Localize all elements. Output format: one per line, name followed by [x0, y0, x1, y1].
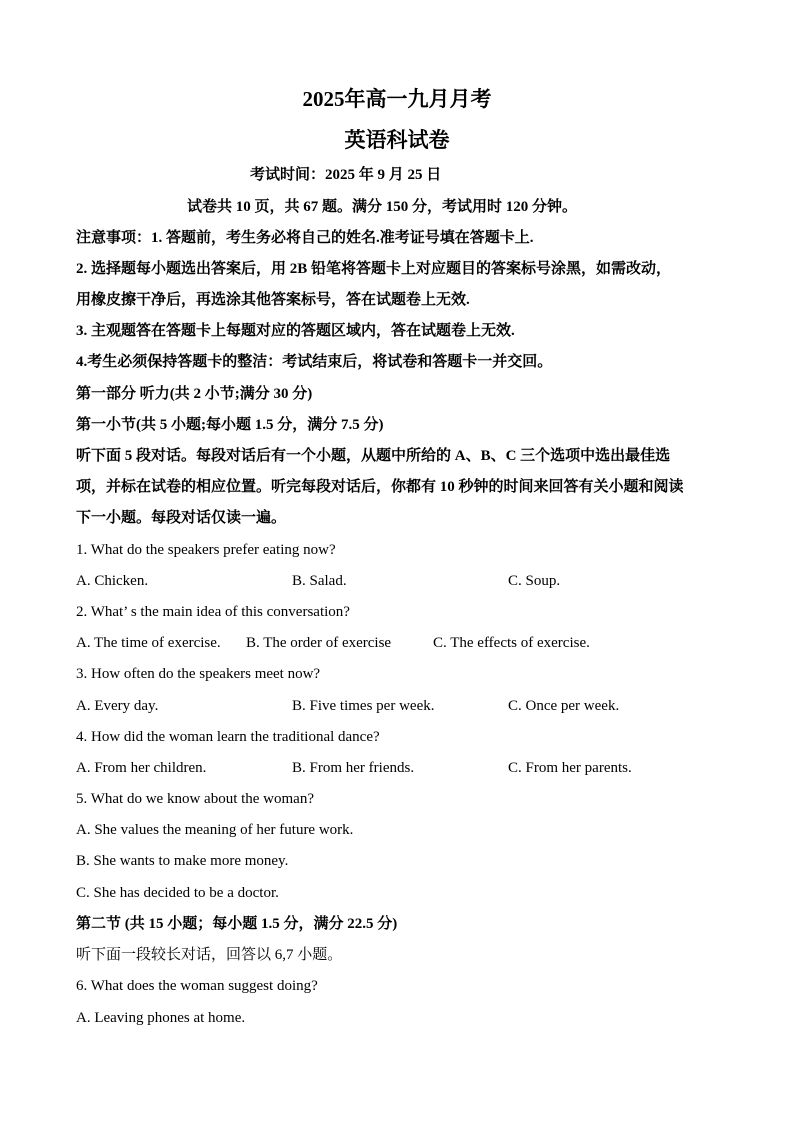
instruction-line-3: 下一小题。每段对话仅读一遍。	[76, 510, 287, 526]
instruction-line-2: 项，并标在试卷的相应位置。听完每段对话后，你都有 10 秒钟的时间来回答有关小题和阅读	[76, 479, 684, 495]
exam-subtitle: 英语科试卷	[344, 128, 450, 152]
question-6-stem: 6. What does the woman suggest doing?	[76, 978, 318, 994]
question-5-stem: 5. What do we know about the woman?	[76, 791, 315, 807]
question-3-option-c: C. Once per week.	[508, 698, 620, 714]
part2-instruction: 听下面一段较长对话，回答以 6,7 小题。	[76, 947, 343, 963]
question-4-stem: 4. How did the woman learn the traditional dance?	[76, 729, 380, 745]
question-2-stem: 2. What’ s the main idea of this conversation?	[76, 604, 350, 620]
question-5-option-c: C. She has decided to be a doctor.	[76, 885, 279, 901]
question-5-option-b: B. She wants to make more money.	[76, 853, 289, 869]
question-3-option-b: B. Five times per week.	[292, 698, 435, 714]
question-6-option-a: A. Leaving phones at home.	[76, 1010, 246, 1026]
question-2-option-a: A. The time of exercise.	[76, 635, 221, 651]
notice-line-2: 2. 选择题每小题选出答案后，用 2B 铅笔将答题卡上对应题目的答案标号涂黑，如需改动，	[76, 261, 672, 277]
question-3-option-a: A. Every day.	[76, 698, 159, 714]
question-4-option-a: A. From her children.	[76, 760, 207, 776]
question-1-option-a: A. Chicken.	[76, 573, 149, 589]
question-4-option-c: C. From her parents.	[508, 760, 632, 776]
question-1-option-c: C. Soup.	[508, 573, 561, 589]
part1-heading: 第一部分 听力(共 2 小节;满分 30 分)	[76, 386, 313, 402]
part2-heading: 第二节 (共 15 小题；每小题 1.5 分，满分 22.5 分)	[76, 916, 398, 932]
question-2-option-c: C. The effects of exercise.	[433, 635, 590, 651]
question-5-option-a: A. She values the meaning of her future work.	[76, 822, 354, 838]
exam-time: 考试时间：2025 年 9 月 25 日	[250, 167, 442, 183]
exam-title: 2025年高一九月月考	[302, 87, 492, 111]
question-1-option-b: B. Salad.	[292, 573, 347, 589]
notice-line-1: 注意事项：1. 答题前，考生务必将自己的姓名.准考证号填在答题卡上.	[76, 230, 534, 246]
notice-line-3: 用橡皮擦干净后，再选涂其他答案标号，答在试题卷上无效.	[76, 292, 470, 308]
question-4-option-b: B. From her friends.	[292, 760, 415, 776]
section1-heading: 第一小节(共 5 小题;每小题 1.5 分，满分 7.5 分)	[76, 417, 384, 433]
notice-line-5: 4.考生必须保持答题卡的整洁：考试结束后，将试卷和答题卡一并交回。	[76, 354, 553, 370]
question-3-stem: 3. How often do the speakers meet now?	[76, 666, 321, 682]
notice-line-4: 3. 主观题答在答题卡上每题对应的答题区域内，答在试题卷上无效.	[76, 323, 515, 339]
instruction-line-1: 听下面 5 段对话。每段对话后有一个小题，从题中所给的 A、B、C 三个选项中选出最佳选	[76, 448, 671, 464]
question-2-option-b: B. The order of exercise	[246, 635, 392, 651]
exam-summary: 试卷共 10 页，共 67 题。满分 150 分，考试用时 120 分钟。	[187, 199, 578, 215]
question-1-stem: 1. What do the speakers prefer eating now?	[76, 542, 336, 558]
